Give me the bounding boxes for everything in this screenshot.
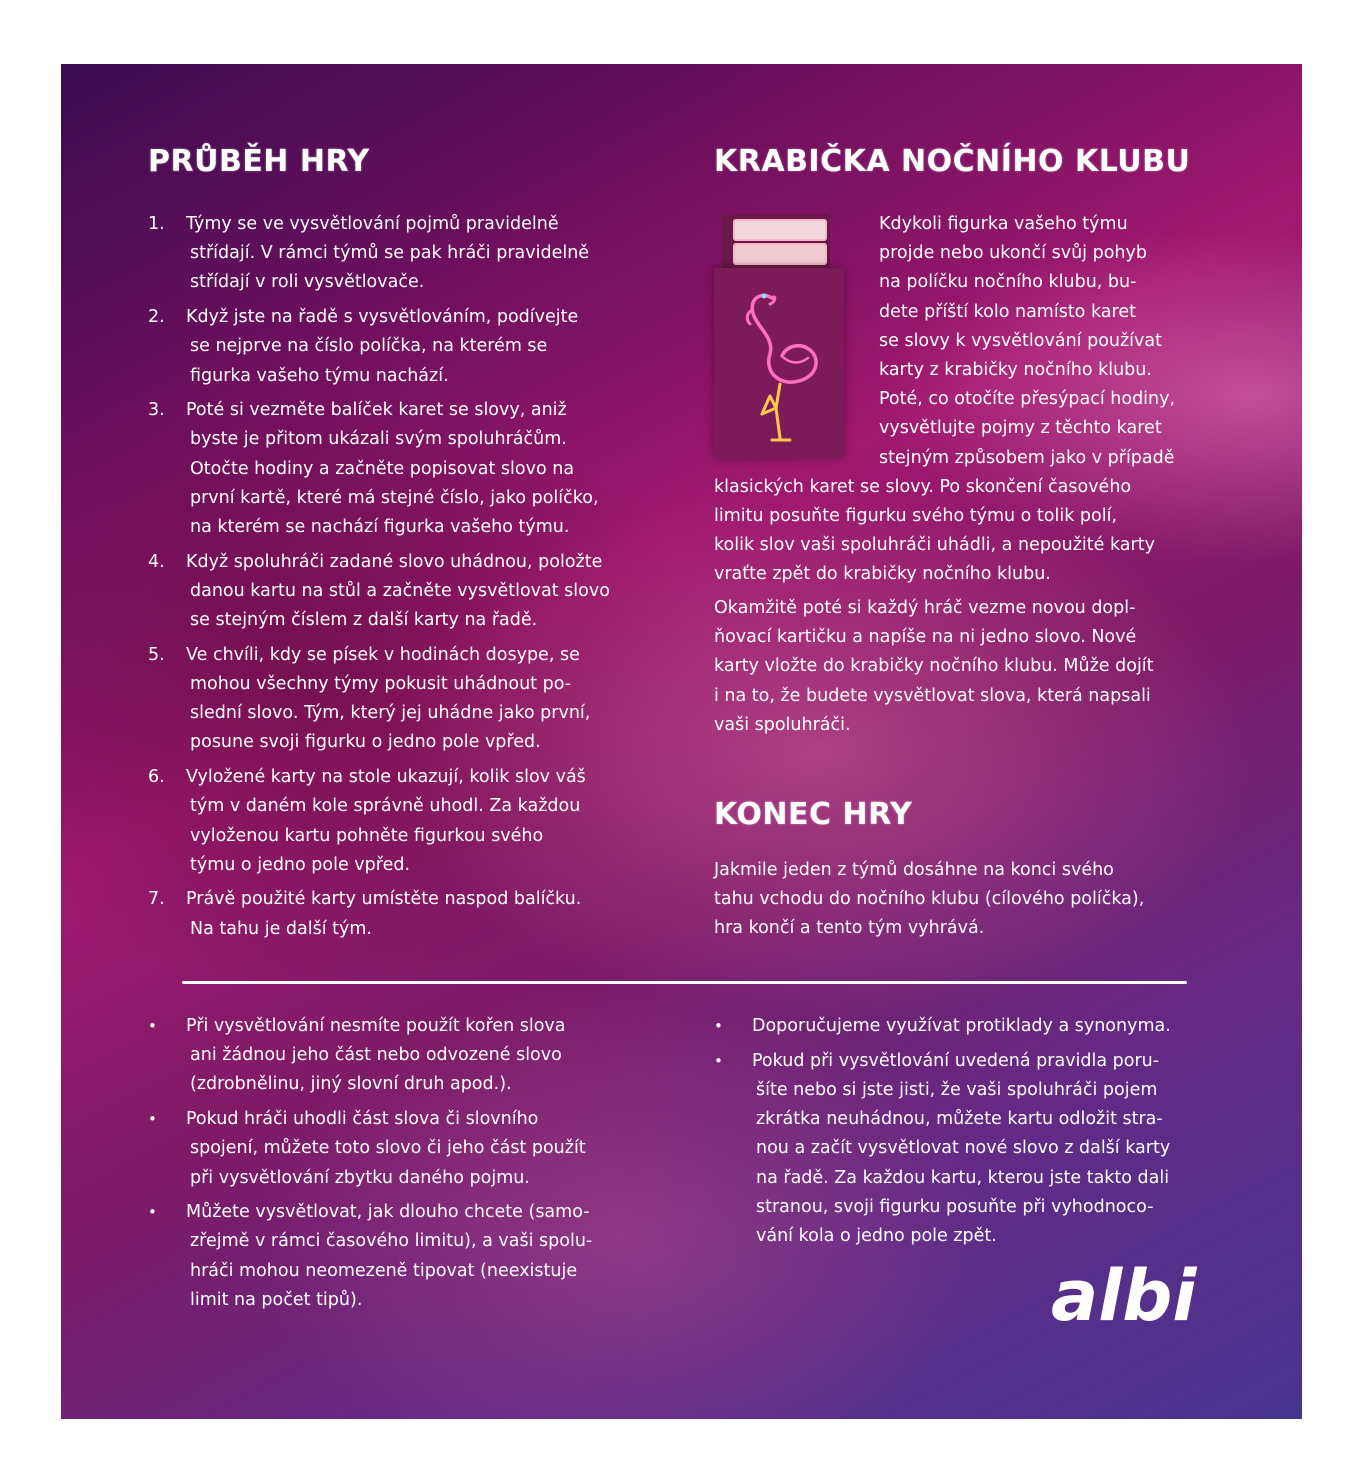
text-line: Ve chvíli, kdy se písek v hodinách dosype, se — [186, 644, 580, 665]
text-line: limitu posuňte figurku svého týmu o tolik polí, — [714, 506, 1118, 527]
nightclub-box-paragraph-2 — [714, 594, 1214, 740]
end-of-game-paragraph — [714, 856, 1214, 944]
text-line: šíte nebo si jste jisti, že vaši spoluhráči pojem — [756, 1079, 1158, 1100]
step-number: 1. — [148, 214, 165, 234]
text-line: limit na počet tipů). — [190, 1289, 363, 1310]
section-title-gameplay: PRŮBĚH HRY — [148, 144, 370, 179]
text-line: vaši spoluhráči. — [714, 714, 851, 735]
step-number: 3. — [148, 400, 165, 421]
step-number: 4. — [148, 551, 165, 572]
section-divider — [182, 981, 1187, 984]
text-line: se stejným číslem z další karty na řadě. — [190, 610, 538, 631]
text-line: Týmy se ve vysvětlování pojmů pravidelně — [186, 214, 559, 234]
tip-text — [186, 1198, 648, 1315]
text-line: Jakmile jeden z týmů dosáhne na konci svého — [714, 860, 1114, 880]
text-line: hra končí a tento tým vyhrává. — [714, 918, 985, 939]
text-line: Vyložené karty na stole ukazují, kolik slov váš — [186, 767, 586, 788]
text-line: mohou všechny týmy pokusit uhádnout po- — [190, 674, 572, 695]
text-line: tým v daném kole správně uhodl. Za každou — [190, 796, 581, 817]
text-line: kolik slov vaši spoluhráči uhádli, a nepoužité karty — [714, 535, 1155, 556]
text-line: nou a začít vysvětlovat nové slovo z další karty — [756, 1138, 1171, 1159]
tips-list-right — [714, 1012, 1234, 1257]
text-line: slední slovo. Tým, který jej uhádne jako první, — [190, 703, 591, 724]
step-text — [186, 396, 648, 542]
text-line: se slovy k vysvětlování používat — [879, 330, 1162, 351]
text-line: Pokud hráči uhodli část slova či slovního — [186, 1109, 539, 1130]
tip-item — [714, 1012, 1234, 1041]
text-line: (zdrobnělinu, jiný slovní druh apod.). — [190, 1074, 512, 1095]
text-line: ani žádnou jeho část nebo odvozené slovo — [190, 1045, 562, 1066]
text-line: Můžete vysvětlovat, jak dlouho chcete (samo- — [186, 1202, 590, 1223]
text-line: karty z krabičky nočního klubu. — [879, 360, 1152, 381]
section-title-end-of-game: KONEC HRY — [714, 797, 913, 832]
nightclub-box-paragraph-1 — [714, 210, 1214, 590]
step-text — [186, 548, 648, 636]
bullet-icon: • — [148, 1017, 157, 1035]
gameplay-step — [148, 641, 648, 758]
text-line: figurka vašeho týmu nachází. — [190, 365, 449, 386]
step-text — [186, 641, 648, 758]
text-line: vání kola o jedno pole zpět. — [756, 1225, 997, 1246]
text-line: Okamžitě poté si každý hráč vezme novou dopl- — [714, 598, 1136, 618]
tip-item — [148, 1198, 648, 1315]
text-line: byste je přitom ukázali svým spoluhráčům. — [190, 429, 567, 450]
text-line: tahu vchodu do nočního klubu (cílového políčka), — [714, 889, 1145, 910]
text-line: projde nebo ukončí svůj pohyb — [879, 243, 1147, 264]
step-text — [186, 210, 648, 298]
gameplay-step — [148, 210, 648, 298]
gameplay-step — [148, 303, 648, 391]
text-line: Poté si vezměte balíček karet se slovy, aniž — [186, 400, 567, 421]
text-line: Doporučujeme využívat protiklady a synonyma. — [752, 1016, 1171, 1036]
tip-text — [186, 1105, 648, 1193]
text-line: týmu o jedno pole vpřed. — [190, 854, 411, 875]
tip-item — [714, 1047, 1234, 1251]
text-line: při vysvětlování zbytku daného pojmu. — [190, 1167, 530, 1188]
text-line: zkrátka neuhádnou, můžete kartu odložit stra- — [756, 1109, 1163, 1130]
text-line: posune svoji figurku o jedno pole vpřed. — [190, 732, 541, 753]
text-line: spojení, můžete toto slovo či jeho část použít — [190, 1138, 586, 1159]
text-line: Když spoluhráči zadané slovo uhádnou, položte — [186, 551, 603, 572]
rules-page-panel — [61, 64, 1302, 1419]
text-line: první kartě, které má stejné číslo, jako políčko, — [190, 487, 599, 508]
text-line: danou kartu na stůl a začněte vysvětlovat slovo — [190, 580, 610, 601]
bullet-icon: • — [714, 1051, 723, 1070]
text-line: se nejprve na číslo políčka, na kterém se — [190, 336, 548, 357]
text-line: na řadě. Za každou kartu, kterou jste takto dali — [756, 1167, 1170, 1188]
gameplay-step — [148, 548, 648, 636]
bullet-icon: • — [714, 1017, 723, 1035]
bullet-icon: • — [148, 1203, 157, 1222]
svg-text:albi: albi — [1051, 1262, 1197, 1332]
step-text — [186, 303, 648, 391]
text-line: karty vložte do krabičky nočního klubu. Může dojít — [714, 656, 1154, 677]
text-line: Kdykoli figurka vašeho týmu — [879, 214, 1128, 234]
step-number: 5. — [148, 644, 165, 665]
text-line: vyloženou kartu pohněte figurkou svého — [190, 825, 544, 846]
text-line: vraťte zpět do krabičky nočního klubu. — [714, 564, 1051, 585]
text-line: Na tahu je další tým. — [190, 918, 372, 939]
tips-list-left — [148, 1012, 648, 1321]
text-line: Když jste na řadě s vysvětlováním, podívejte — [186, 307, 579, 328]
text-line: stejným způsobem jako v případě — [879, 447, 1175, 468]
gameplay-steps-list — [148, 210, 648, 949]
tip-item — [148, 1105, 648, 1193]
text-line: na políčku nočního klubu, bu- — [879, 272, 1137, 293]
text-line: stranou, svoji figurku posuňte při vyhodnoco- — [756, 1196, 1154, 1217]
albi-logo — [1051, 1262, 1207, 1332]
tip-text — [752, 1012, 1234, 1041]
tip-text — [186, 1012, 648, 1100]
gameplay-step — [148, 763, 648, 880]
text-line: i na to, že budete vysvětlovat slova, která napsali — [714, 685, 1151, 706]
step-number: 7. — [148, 889, 165, 910]
text-line: Právě použité karty umístěte naspod balíčku. — [186, 889, 582, 910]
tip-text — [752, 1047, 1234, 1251]
step-number: 6. — [148, 767, 165, 788]
bullet-icon: • — [148, 1110, 157, 1129]
step-text — [186, 763, 648, 880]
step-text — [186, 885, 648, 943]
gameplay-step — [148, 396, 648, 542]
text-line: Při vysvětlování nesmíte použít kořen slova — [186, 1016, 566, 1036]
text-line: střídají v roli vysvětlovače. — [190, 272, 425, 293]
text-line: střídají. V rámci týmů se pak hráči pravidelně — [190, 243, 590, 264]
step-number: 2. — [148, 307, 165, 328]
text-line: na kterém se nachází figurka vašeho týmu. — [190, 517, 570, 538]
text-line: ňovací kartičku a napíše na ni jedno slovo. Nové — [714, 627, 1137, 648]
text-line: zřejmě v rámci časového limitu), a vaši spolu- — [190, 1231, 593, 1252]
tip-item — [148, 1012, 648, 1100]
text-line: vysvětlujte pojmy z těchto karet — [879, 418, 1162, 439]
text-line: dete příští kolo namísto karet — [879, 301, 1136, 322]
text-line: Poté, co otočíte přesýpací hodiny, — [879, 389, 1176, 410]
text-line: klasických karet se slovy. Po skončení časového — [714, 476, 1132, 497]
section-title-nightclub-box: KRABIČKA NOČNÍHO KLUBU — [714, 144, 1191, 179]
text-line: hráči mohou neomezeně tipovat (neexistuje — [190, 1260, 578, 1281]
text-line: Otočte hodiny a začněte popisovat slovo na — [190, 458, 575, 479]
gameplay-step — [148, 885, 648, 943]
text-line: Pokud při vysvětlování uvedená pravidla poru- — [752, 1050, 1160, 1071]
